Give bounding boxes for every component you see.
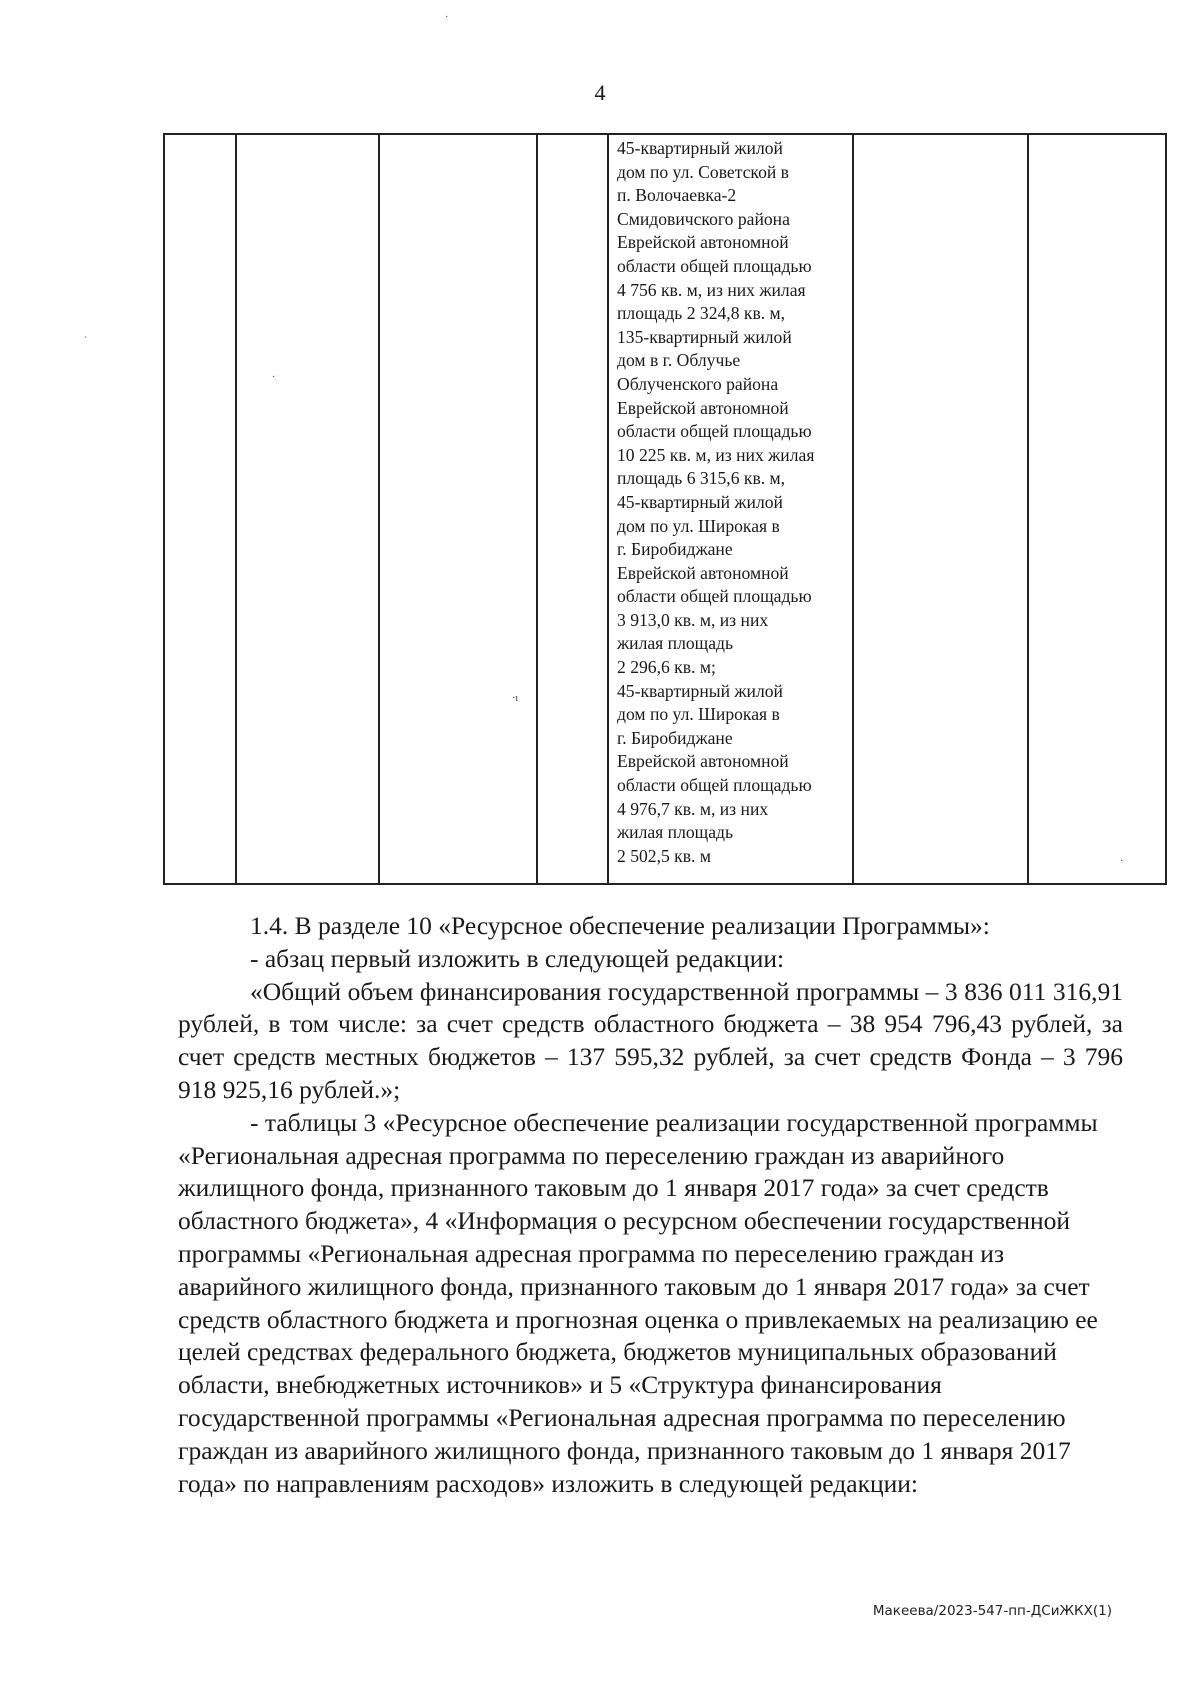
description-line: Облученского района: [617, 373, 779, 394]
table-cell-col4: [537, 134, 608, 884]
description-line: 3 913,0 кв. м, из них: [617, 609, 769, 630]
description-line: области общей площадью: [617, 421, 812, 442]
description-line: дом в г. Облучье: [617, 350, 741, 371]
description-line: 10 225 кв. м, из них жилая: [617, 444, 815, 465]
description-line: Смидовичского района: [617, 208, 790, 229]
paragraph-financing: «Общий объем финансирования государственной программы – 3 836 011 316,91 рублей, в том числе: за счет средств областного бюджета – 38 954 796,43 рублей, за счет средств местных бюджетов – 137 595,32 рублей, за счет средств Фонда – 3 796 918 925,16 рублей.»;: [178, 976, 1123, 1104]
table-cell-col1: [164, 134, 236, 884]
table-cell-col3: [379, 134, 537, 884]
description-line: г. Биробиджане: [617, 727, 733, 748]
description-line: 45-квартирный жилой: [617, 138, 783, 158]
description-line: 2 502,5 кв. м: [617, 845, 711, 866]
object-description: [609, 135, 852, 868]
description-line: Еврейской автономной: [617, 751, 789, 772]
scan-speck: ·: [445, 12, 449, 23]
description-line: области общей площадью: [617, 586, 812, 607]
table-cell-col7: [1028, 134, 1166, 884]
description-line: г. Биробиджане: [617, 539, 733, 560]
description-line: 45-квартирный жилой: [617, 680, 783, 701]
description-line: дом по ул. Широкая в: [617, 515, 780, 536]
description-line: Еврейской автономной: [617, 397, 789, 418]
description-line: 4 976,7 кв. м, из них: [617, 798, 769, 819]
table-cell-col6: [853, 134, 1028, 884]
program-objects-table: [163, 133, 1167, 885]
document-reference: Макеева/2023-547-пп-ДСиЖКХ(1): [872, 1603, 1112, 1619]
description-line: площадь 2 324,8 кв. м,: [617, 303, 786, 324]
paragraph-tables: - таблицы 3 «Ресурсное обеспечение реализации государственной программы «Региональная адресная программа по переселению граждан из аварийного жилищного фонда, признанного таковым до 1 января 2017 года» за счет средств областного бюджета», 4 «Информация о ресурсном обеспечении государственной программы «Региональная адресная программа по переселению граждан из аварийного жилищного фонда, признанного таковым до 1 января 2017 года» за счет средств областного бюджета и прогнозная оценка о привлекаемых на реализацию ее целей средствах федерального бюджета, бюджетов муниципальных образований области, внебюджетных источников» и 5 «Структура финансирования государственной программы «Региональная адресная программа по переселению граждан из аварийного жилищного фонда, признанного таковым до 1 января 2017 года» по направлениям расходов» изложить в следующей редакции:: [178, 1107, 1098, 1498]
paragraph-instruction: - абзац первый изложить в следующей редакции:: [250, 943, 785, 973]
description-line: Еврейской автономной: [617, 562, 789, 583]
paragraph-section-heading: 1.4. В разделе 10 «Ресурсное обеспечение реализации Программы»:: [250, 911, 990, 940]
description-line: дом по ул. Советской в: [617, 161, 789, 182]
description-line: жилая площадь: [617, 822, 733, 843]
description-line: п. Волочаевка-2: [617, 185, 737, 206]
scan-speck: ·: [272, 372, 276, 383]
description-line: жилая площадь: [617, 633, 733, 654]
description-line: Еврейской автономной: [617, 232, 789, 253]
description-line: 4 756 кв. м, из них жилая: [617, 279, 806, 300]
scan-speck: ·: [1120, 856, 1124, 867]
scan-speck: ·ı: [512, 693, 519, 704]
scan-speck: ˋ: [84, 336, 88, 347]
table-cell-col2: [236, 134, 379, 884]
description-line: 45-квартирный жилой: [617, 491, 783, 512]
description-line: области общей площадью: [617, 255, 812, 276]
page-number: 4: [594, 80, 606, 105]
description-line: 2 296,6 кв. м;: [617, 657, 716, 678]
description-line: 135-квартирный жилой: [617, 326, 792, 347]
table-cell-description: [608, 134, 853, 884]
description-line: дом по ул. Широкая в: [617, 704, 780, 725]
table-row: [164, 134, 1166, 884]
description-line: площадь 6 315,6 кв. м,: [617, 468, 786, 489]
description-line: области общей площадью: [617, 775, 812, 796]
amendment-text: [178, 910, 1123, 1500]
